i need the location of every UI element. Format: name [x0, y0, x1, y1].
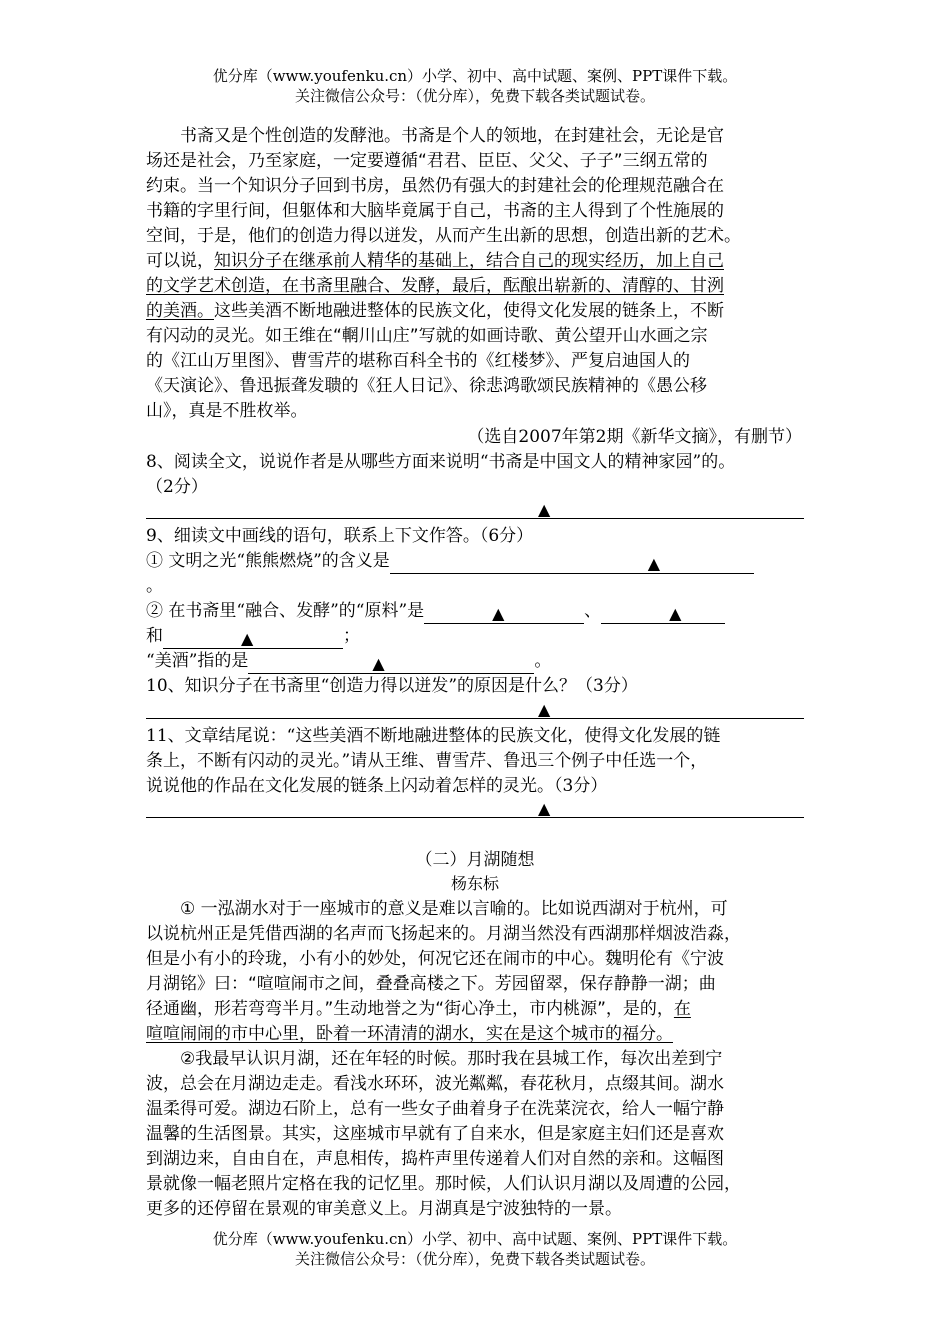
question-9-2-cont: [146, 624, 806, 649]
article1-line: [146, 249, 806, 274]
answer-marker: ▲: [372, 654, 385, 673]
article1-line: 约束。当一个知识分子回到书房，虽然仍有强大的封建社会的伦理规范融合在: [146, 176, 724, 196]
answer-blank-q9-2b[interactable]: [601, 603, 725, 624]
question-11: 条上，不断有闪动的灵光。”请从王维、曹雪芹、鲁迅三个例子中任选一个，: [146, 751, 708, 771]
article1-line: 的《江山万里图》、曹雪芹的堪称百科全书的《红楼梦》、严复启迪国人的: [146, 351, 690, 371]
article2-line: 到湖边来，自由自在，声息相传，捣杵声里传递着人们对自然的亲和。这幅图: [146, 1149, 724, 1169]
underlined-sentence: 的文学艺术创造，在书斋里融合、发酵，最后，酝酿出崭新的、清醇的、甘洌: [146, 276, 724, 296]
article2-line: ②我最早认识月湖，还在年轻的时候。那时我在县城工作，每次出差到宁: [180, 1049, 723, 1069]
article2-line: 月湖铭》曰：“喧喧闹市之间，叠叠高楼之下。芳园留翠，保存静静一湖；曲: [146, 974, 716, 994]
question-9-2: [146, 599, 806, 624]
semicolon: ；: [343, 626, 360, 646]
article1-line: [146, 274, 806, 299]
question-8-points: （2分）: [146, 477, 208, 497]
answer-marker: ▲: [669, 604, 682, 623]
underlined-sentence: 知识分子在继承前人精华的基础上，结合自己的现实经历，加上自己: [214, 251, 724, 271]
article2-line: [146, 997, 806, 1022]
text-fragment: 可以说，: [146, 251, 214, 271]
separator: 、: [584, 601, 602, 621]
answer-marker: ▲: [647, 554, 661, 573]
article1-source: （选自2007年第2期《新华文摘》，有删节）: [467, 427, 802, 447]
article1-line: 有闪动的灵光。如王维在“輞川山庄”写就的如画诗歌、黄公望开山水画之宗: [146, 326, 708, 346]
header-line-2: 关注微信公众号：（优分库），免费下载各类试题试卷。: [294, 87, 655, 105]
q9-3-text: “美酒”指的是: [146, 651, 249, 671]
answer-line-q8[interactable]: [146, 518, 804, 519]
text-fragment: 径通幽，形若弯弯半月。”生动地誉之为“街心净土，市内桃源”，是的，: [146, 999, 674, 1019]
article2-line: [146, 1022, 806, 1047]
q9-2-text: ② 在书斋里“融合、发酵”的“原料”是: [146, 601, 425, 621]
answer-marker: ▲: [538, 700, 551, 719]
answer-blank-q9-2c[interactable]: [163, 628, 343, 649]
article2-line: 温柔得可爱。湖边石阶上，总有一些女子曲着身子在洗菜浣衣，给人一幅宁静: [146, 1099, 724, 1119]
article2-line: 以说杭州正是凭借西湖的名声而飞扬起来的。月湖当然没有西湖那样烟波浩淼，: [146, 924, 741, 944]
article2-line: 景就像一幅老照片定格在我的记忆里。那时候，人们认识月湖以及周遭的公园，: [146, 1174, 741, 1194]
answer-marker: ▲: [241, 629, 254, 648]
article2-line: 但是小有小的玲珑，小有小的妙处，何况它还在闹市的中心。魏明伦有《宁波: [146, 949, 724, 969]
answer-blank-q9-3[interactable]: [248, 653, 534, 674]
answer-line-q11[interactable]: [146, 817, 804, 818]
answer-marker: ▲: [538, 500, 551, 519]
article2-line: 温馨的生活图景。其实，这座城市早就有了自来水，但是家庭主妇们还是喜欢: [146, 1124, 724, 1144]
question-9: 9、细读文中画线的语句，联系上下文作答。（6分）: [146, 526, 534, 546]
question-8: 8、阅读全文，说说作者是从哪些方面来说明“书斋是中国文人的精神家园”的。: [146, 452, 736, 472]
and-text: 和: [146, 626, 163, 646]
question-9-1: [146, 549, 806, 574]
article2-line: 波，总会在月湖边走走。看浅水环环，波光粼粼，春花秋月，点缀其间。湖水: [146, 1074, 724, 1094]
question-9-1-end: 。: [146, 576, 163, 596]
header-line-1: 优分库（www.youfenku.cn）小学、初中、高中试题、案例、PPT课件下载。: [212, 67, 738, 85]
article2-line: ① 一泓湖水对于一座城市的意义是难以言喻的。比如说西湖对于杭州，可: [180, 899, 728, 919]
article1-line: [146, 299, 806, 324]
underlined-sentence: 在: [673, 999, 691, 1019]
article2-line: 更多的还停留在景观的审美意义上。月湖真是宁波独特的一景。: [146, 1199, 622, 1219]
text-fragment: 这些美酒不断地融进整体的民族文化，使得文化发展的链条上，不断: [214, 301, 724, 321]
article1-line: 《天演论》、鲁迅振聋发聩的《狂人日记》、徐悲鸿歌颂民族精神的《愚公移: [146, 376, 707, 396]
answer-blank-q9-1[interactable]: [390, 553, 754, 574]
footer-line-1: 优分库（www.youfenku.cn）小学、初中、高中试题、案例、PPT课件下载。: [212, 1230, 738, 1248]
underlined-sentence: 的美酒。: [146, 301, 214, 321]
article1-line: 书籍的字里行间，但躯体和大脑毕竟属于自己，书斋的主人得到了个性施展的: [146, 201, 724, 221]
question-9-3: [146, 649, 806, 674]
article2-author: 杨东标: [450, 874, 499, 893]
period: 。: [534, 651, 552, 671]
footer-line-2: 关注微信公众号：（优分库），免费下载各类试题试卷。: [294, 1250, 655, 1268]
article1-line: 书斋又是个性创造的发酵池。书斋是个人的领地，在封建社会，无论是官: [180, 126, 724, 146]
q9-1-text: ① 文明之光“熊熊燃烧”的含义是: [146, 551, 390, 571]
question-11: 11、文章结尾说：“这些美酒不断地融进整体的民族文化，使得文化发展的链: [146, 726, 721, 746]
underlined-sentence: 喧喧闹闹的市中心里，卧着一环清清的湖水，实在是这个城市的福分。: [146, 1024, 673, 1044]
article1-line: 山》，真是不胜枚举。: [146, 401, 308, 421]
question-10: 10、知识分子在书斋里“创造力得以迸发”的原因是什么？（3分）: [146, 676, 638, 696]
article1-line: 空间，于是，他们的创造力得以迸发，从而产生出新的思想，创造出新的艺术。: [146, 226, 741, 246]
answer-blank-q9-2a[interactable]: [424, 603, 584, 624]
article1-line: 场还是社会，乃至家庭，一定要遵循“君君、臣臣、父父、子子”三纲五常的: [146, 151, 708, 171]
article2-title: （二）月湖随想: [415, 850, 535, 870]
answer-marker: ▲: [492, 604, 505, 623]
answer-line-q10[interactable]: [146, 718, 804, 719]
answer-marker: ▲: [538, 799, 551, 818]
question-11: 说说他的作品在文化发展的链条上闪动着怎样的灵光。（3分）: [146, 776, 608, 796]
